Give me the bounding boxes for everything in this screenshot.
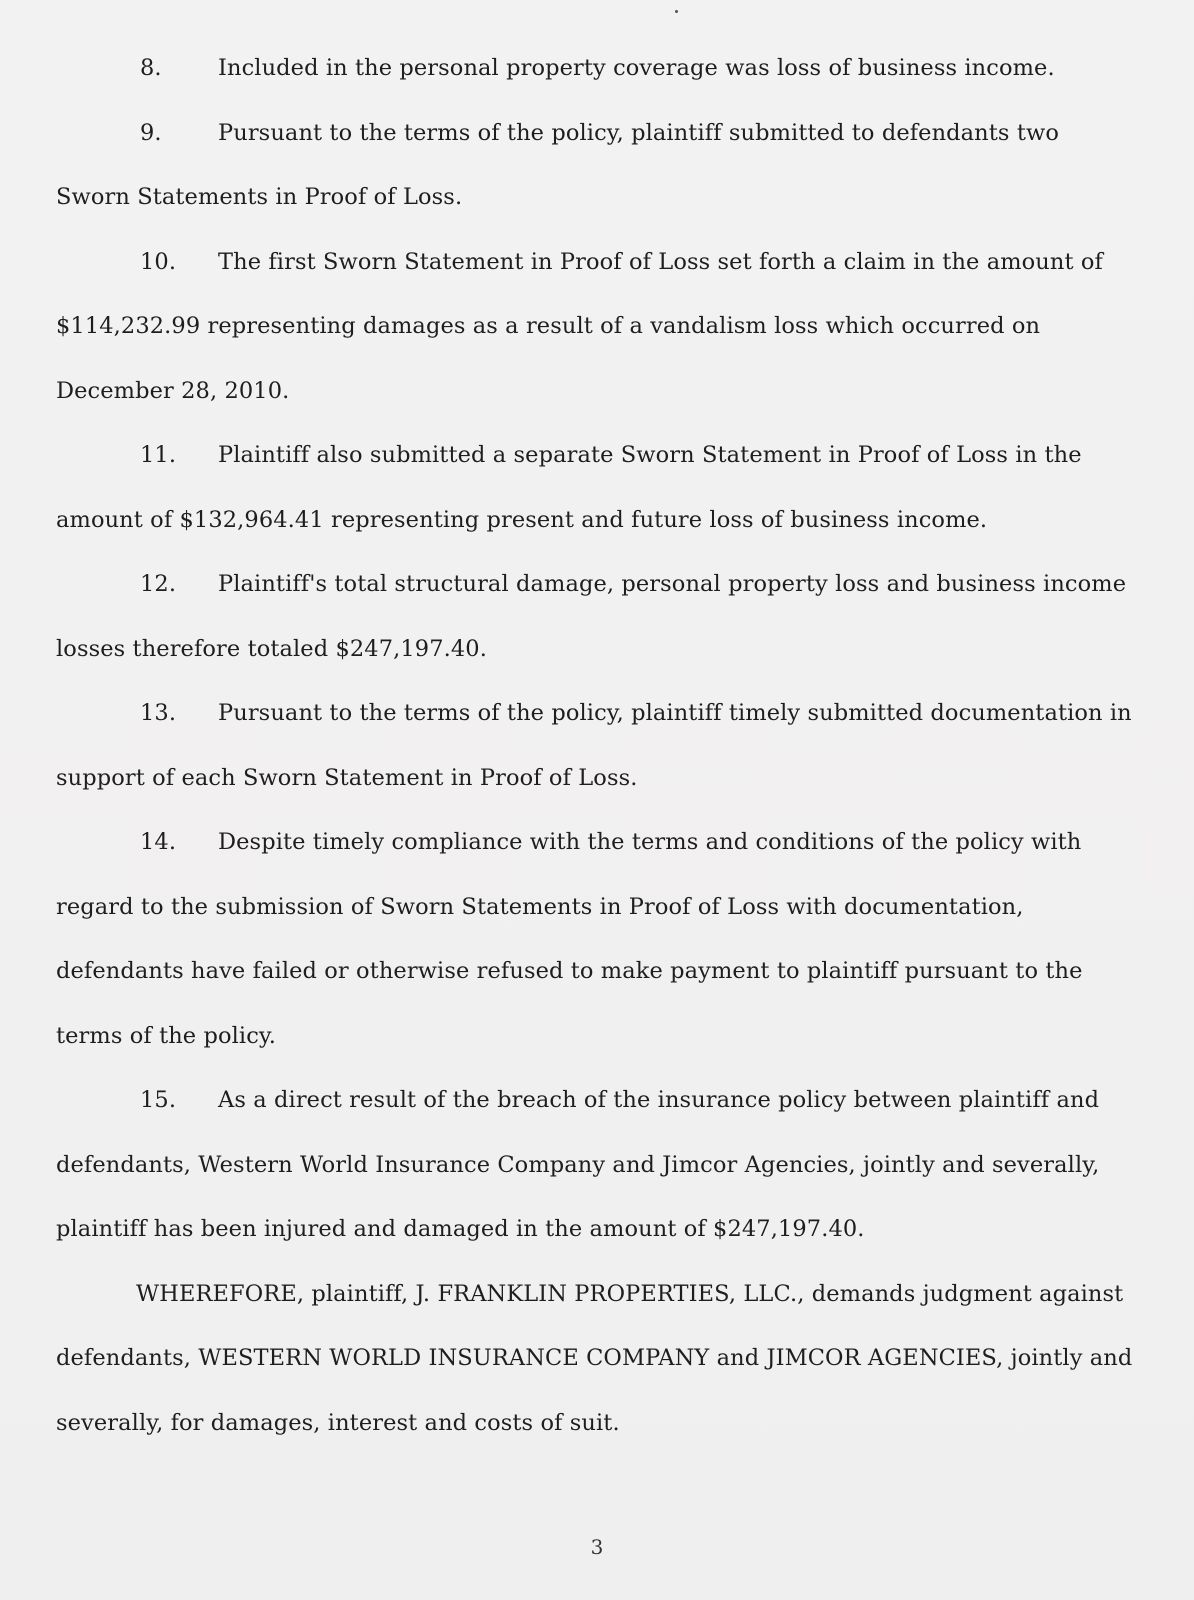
paragraph-text: Plaintiff's total structural damage, personal property loss and business income losses therefore totaled $247,197.40. [56, 571, 1127, 662]
paragraph-12 [56, 552, 1136, 681]
paragraph-11 [56, 423, 1136, 552]
paragraph-text: Plaintiff also submitted a separate Sworn Statement in Proof of Loss in the amount of $132,964.41 representing present and future loss of business income. [56, 442, 1082, 533]
page-number: 3 [590, 1535, 604, 1559]
paragraph-number: 11. [140, 442, 177, 468]
paragraph-text: Pursuant to the terms of the policy, plaintiff submitted to defendants two Sworn Statements in Proof of Loss. [56, 119, 1059, 210]
paragraph-9 [56, 101, 1136, 230]
paragraph-number: 8. [140, 55, 162, 81]
scan-speck [675, 10, 678, 13]
paragraph-number: 13. [140, 700, 177, 726]
paragraph-14 [56, 810, 1136, 1068]
paragraph-number: 14. [140, 829, 177, 855]
paragraph-number: 9. [140, 119, 162, 146]
paragraph-text: Pursuant to the terms of the policy, plaintiff timely submitted documentation in support of each Sworn Statement in Proof of Loss. [56, 700, 1132, 791]
paragraph-text: As a direct result of the breach of the insurance policy between plaintiff and defendants, Western World Insurance Company and Jimcor Agencies, jointly and severally, plaintiff has been injured and damaged in the amount of $247,197.40. [56, 1087, 1100, 1242]
paragraph-13 [56, 681, 1136, 810]
paragraph-text: The first Sworn Statement in Proof of Loss set forth a claim in the amount of $114,232.99 representing damages as a result of a vandalism loss which occurred on December 28, 2010. [56, 248, 1103, 404]
document-body [56, 36, 1136, 1455]
paragraph-15 [56, 1068, 1136, 1262]
paragraph-text: Despite timely compliance with the terms and conditions of the policy with regard to the submission of Sworn Statements in Proof of Loss with documentation, defendants have failed or otherwise refused to make payment to plaintiff pursuant to the terms of the policy. [56, 829, 1083, 1049]
paragraph-number: 15. [140, 1087, 177, 1113]
paragraph-text: Included in the personal property coverage was loss of business income. [218, 55, 1055, 81]
paragraph-10 [56, 230, 1136, 424]
paragraph-number: 10. [140, 248, 177, 275]
paragraph-number: 12. [140, 571, 177, 597]
paragraph-8 [56, 36, 1136, 101]
wherefore-clause: WHEREFORE, plaintiff, J. FRANKLIN PROPERTIES, LLC., demands judgment against defendants, WESTERN WORLD INSURANCE COMPANY and JIMCOR AGENCIES, jointly and severally, for damages, interest and costs of suit. [56, 1280, 1133, 1436]
